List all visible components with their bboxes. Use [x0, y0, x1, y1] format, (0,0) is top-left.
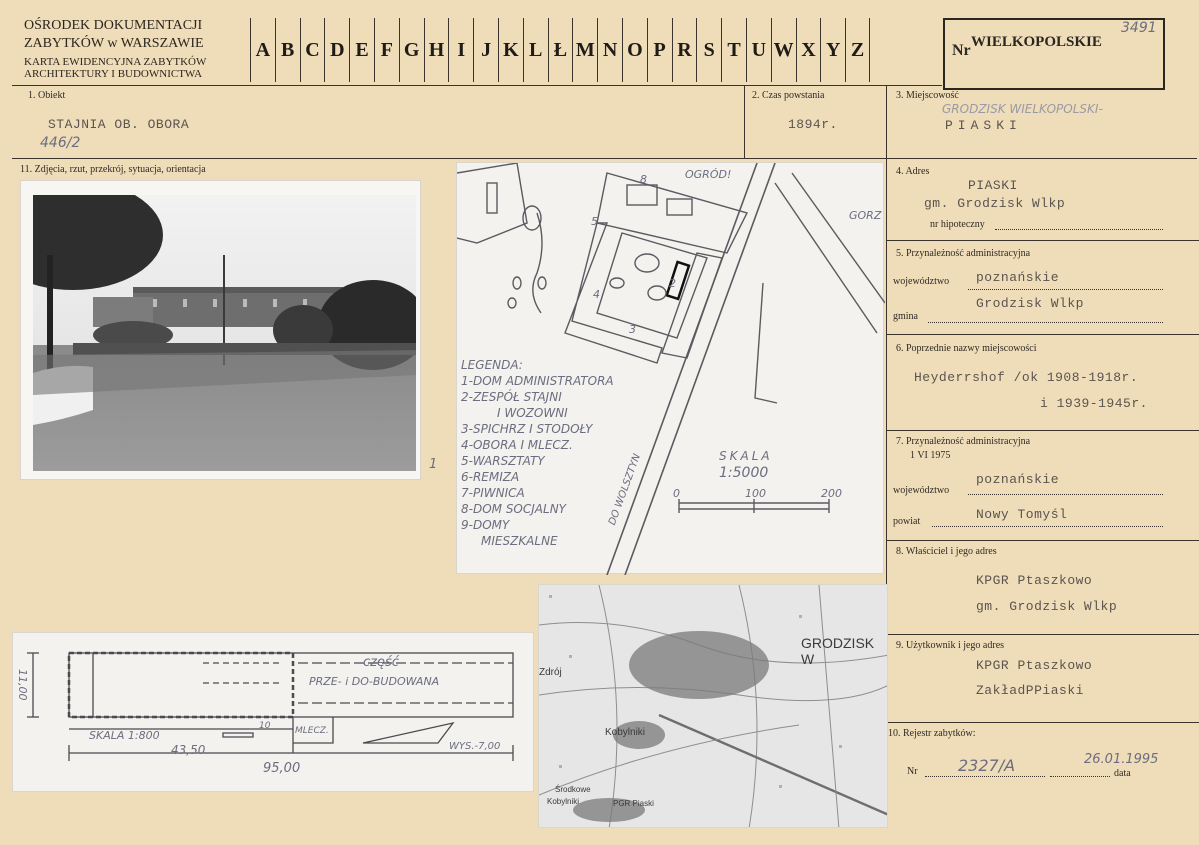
object-note: 446/2: [40, 135, 81, 151]
index-letters: [250, 18, 870, 82]
register-date-value: 26.01.1995: [1084, 752, 1159, 767]
register-label: 10. Rejestr zabytków:: [888, 728, 976, 739]
index-letter: X: [796, 18, 821, 82]
legend-item-9: 9-DOMY: [461, 518, 510, 532]
region-name: WIELKOPOLSKIE: [971, 34, 1102, 50]
map-label-zdroj: Zdrój: [539, 667, 562, 678]
admin-label: 5. Przynależność administracyjna: [896, 248, 1031, 259]
card-type-line1: KARTA EWIDENCYJNA ZABYTKÓW: [24, 56, 207, 68]
address-line2: gm. Grodzisk Wlkp: [924, 196, 1066, 211]
legend-item-3: 3-SPICHRZ I STODOŁY: [461, 422, 593, 436]
user-label: 9. Użytkownik i jego adres: [896, 640, 1005, 651]
card-number: 3491: [1121, 20, 1157, 36]
index-letter: E: [349, 18, 374, 82]
floor-plan-dim-small: 43,50: [171, 743, 206, 757]
index-letter: K: [498, 18, 523, 82]
floor-plan: [12, 632, 534, 792]
admin2-voivodeship-label: województwo: [893, 485, 950, 496]
floor-plan-dim-total: 95,00: [263, 761, 301, 776]
org-name-line1: OŚRODEK DOKUMENTACJI: [24, 18, 203, 33]
legend-item-9b: MIESZKALNE: [481, 534, 558, 548]
building-photo: [33, 195, 416, 471]
index-letter: D: [324, 18, 349, 82]
plan-number-3: 3: [629, 323, 636, 336]
index-letter: C: [300, 18, 325, 82]
register-date-label: data: [1114, 768, 1131, 779]
legend: [461, 357, 614, 549]
scale-tick-100: 100: [745, 487, 766, 500]
map-label-pgr: PGR Piaski: [613, 799, 654, 808]
admin2-label: 7. Przynależność administracyjna: [896, 436, 1031, 447]
map-label-grodzisk: GRODZISK W: [801, 635, 875, 667]
map-label-kobylniki2: Kobylniki: [547, 797, 580, 806]
floor-plan-mlecz: MLECZ.: [295, 726, 329, 736]
index-letter: F: [374, 18, 399, 82]
location-map: [538, 584, 888, 828]
floor-plan-height-note: WYS.-7,00: [449, 741, 501, 752]
legend-item-8: 8-DOM SOCJALNY: [461, 502, 566, 516]
owner-line1: KPGR Ptaszkowo: [976, 573, 1093, 588]
photos-section-label: 11. Zdjęcia, rzut, przekrój, sytuacja, orientacja: [20, 164, 206, 175]
plan-number-2: 2: [669, 277, 676, 290]
garden-label: OGRÓD!: [685, 168, 732, 181]
user-line2: ZakładPPiaski: [976, 683, 1084, 698]
legend-item-6: 6-REMIZA: [461, 470, 520, 484]
register-nr-label: Nr: [907, 766, 918, 777]
card-type-line2: ARCHITEKTURY I BUDOWNICTWA: [24, 68, 203, 80]
construction-time-value: 1894r.: [788, 117, 838, 132]
admin-voivodeship-value: poznańskie: [976, 270, 1060, 285]
map-label-srodkowe: Środkowe: [555, 785, 591, 794]
road-label-right: GORZ: [849, 209, 882, 222]
index-letter: G: [399, 18, 424, 82]
index-letter: Ł: [548, 18, 573, 82]
legend-title: LEGENDA:: [461, 358, 523, 372]
region-box: [943, 18, 1165, 90]
index-letter: M: [572, 18, 597, 82]
address-line1: PIASKI: [968, 178, 1018, 193]
plan-number-5: 5: [591, 215, 598, 228]
org-name-line2: ZABYTKÓW w WARSZAWIE: [24, 36, 204, 51]
map-label-kobylniki: Kobylniki: [605, 727, 646, 738]
legend-item-1: 1-DOM ADMINISTRATORA: [461, 374, 614, 388]
photo-number: 1: [429, 457, 438, 472]
legend-item-2: 2-ZESPÓŁ STAJNI: [461, 390, 562, 404]
plan-number-4: 4: [593, 288, 600, 301]
former-names-line2: i 1939-1945r.: [1040, 396, 1148, 411]
index-letter: P: [647, 18, 672, 82]
index-letter: L: [523, 18, 548, 82]
index-letter: H: [424, 18, 449, 82]
index-letter: A: [250, 18, 275, 82]
index-letter: Z: [845, 18, 870, 82]
floor-plan-title: część: [363, 655, 399, 670]
floor-plan-scale: SKALA 1:800: [89, 729, 160, 742]
scale-value: 1:5000: [719, 465, 769, 481]
scale-tick-0: 0: [673, 487, 680, 500]
index-letter: R: [672, 18, 697, 82]
index-letter: S: [696, 18, 721, 82]
former-names-line1: Heyderrshof /ok 1908-1918r.: [914, 370, 1139, 385]
register-nr-value: 2327/A: [958, 756, 1016, 775]
index-letter: U: [746, 18, 771, 82]
floor-plan-subtitle: PRZE- i DO-BUDOWANA: [309, 675, 440, 688]
locality-value: PIASKI: [945, 118, 1022, 133]
owner-label: 8. Właściciel i jego adres: [896, 546, 997, 557]
site-plan: [456, 162, 884, 574]
photo-frame: [20, 180, 438, 480]
admin-commune-label: gmina: [893, 311, 918, 322]
legend-item-5: 5-WARSZTATY: [461, 454, 545, 468]
index-letter: O: [622, 18, 647, 82]
locality-label: 3. Miejscowość: [896, 90, 959, 101]
legend-item-7: 7-PIWNICA: [461, 486, 525, 500]
plan-number-8: 8: [640, 173, 647, 186]
owner-line2: gm. Grodzisk Wlkp: [976, 599, 1118, 614]
scale-tick-200: 200: [821, 487, 842, 500]
admin-voivodeship-label: województwo: [893, 276, 950, 287]
index-letter: J: [473, 18, 498, 82]
index-letter: I: [448, 18, 473, 82]
scale-label: SKALA: [719, 449, 773, 463]
admin2-county-label: powiat: [893, 516, 921, 527]
construction-time-label: 2. Czas powstania: [752, 90, 825, 101]
admin2-county-value: Nowy Tomyśl: [976, 507, 1068, 522]
road-label: DO WOLSZTYN: [607, 452, 643, 527]
index-letter: Y: [820, 18, 845, 82]
nr-label: Nr: [952, 42, 971, 59]
index-letter: W: [771, 18, 796, 82]
address-label: 4. Adres: [896, 166, 930, 177]
object-label: 1. Obiekt: [28, 90, 66, 101]
height-dimension: 11,00: [16, 669, 29, 701]
admin-county-value: Grodzisk Wlkp: [976, 296, 1084, 311]
index-letter: B: [275, 18, 300, 82]
index-letter: N: [597, 18, 622, 82]
admin2-voivodeship-value: poznańskie: [976, 472, 1060, 487]
legend-item-2b: I WOZOWNI: [497, 406, 568, 420]
user-line1: KPGR Ptaszkowo: [976, 658, 1093, 673]
admin2-date: 1 VI 1975: [910, 450, 951, 461]
locality-note: GRODZISK WIELKOPOLSKI-: [942, 102, 1103, 116]
index-letter: T: [721, 18, 746, 82]
object-value: STAJNIA OB. OBORA: [48, 117, 190, 132]
floor-plan-ten: 10: [259, 721, 271, 731]
mortgage-label: nr hipoteczny: [930, 219, 985, 230]
legend-item-4: 4-OBORA I MLECZ.: [461, 438, 573, 452]
former-names-label: 6. Poprzednie nazwy miejscowości: [896, 343, 1037, 354]
